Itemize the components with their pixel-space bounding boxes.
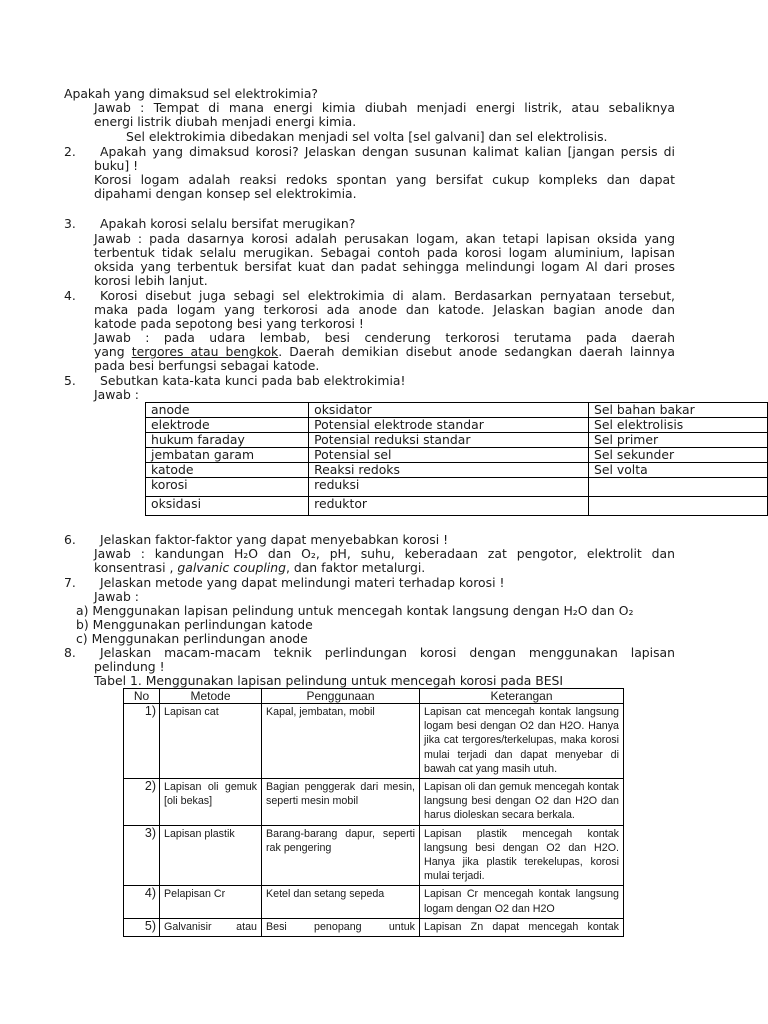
metode-cell: Lapisan oli gemuk [oli bekas] — [160, 779, 262, 826]
q3-answer-line-2: terbentuk tidak selalu merugikan. Sebagai contoh pada korosi logam aluminium, lapisan — [94, 245, 675, 260]
q2-question-line-2: buku] ! — [94, 158, 139, 173]
q2-answer-line-2: dipahami dengan konsep sel elektrokimia. — [94, 186, 357, 201]
q3-answer-line-3: oksida yang terbentuk bersifat kuat dan padat sehingga melindungi logam Al dari proses — [94, 259, 675, 274]
table-row — [124, 779, 624, 826]
penggunaan-cell: Kapal, jembatan, mobil — [262, 704, 420, 779]
q4-question-line-2: maka pada logam yang terkorosi ada anode dan katode. Jelaskan bagian anode dan — [94, 302, 675, 317]
q7-item-c: c) Menggunakan perlindungan anode — [76, 631, 308, 646]
q1-answer-line-1: Jawab : Tempat di mana energi kimia diubah menjadi energi listrik, atau sebaliknya — [94, 100, 675, 115]
q1-answer-line-2: energi listrik diubah menjadi energi kimia. — [94, 114, 357, 129]
q2-question-line-1: Apakah yang dimaksud korosi? Jelaskan dengan susunan kalimat kalian [jangan persis di — [100, 144, 675, 159]
q6-number: 6. — [64, 532, 76, 547]
keterangan-cell: Lapisan Cr mencegah kontak langsung logam dengan O2 dan H2O — [420, 886, 624, 918]
penggunaan-cell: Ketel dan setang sepeda — [262, 886, 420, 918]
penggunaan-cell: Barang-barang dapur, seperti rak pengering — [262, 825, 420, 886]
metode-cell: Lapisan cat — [160, 704, 262, 779]
keyword-cell: hukum faraday — [146, 433, 309, 448]
row-number: 2) — [124, 779, 160, 826]
q4-answer-line-1: Jawab : pada udara lembab, besi cenderung terkorosi terutama pada daerah — [94, 330, 675, 345]
table-row — [146, 463, 768, 478]
q4-number: 4. — [64, 288, 76, 303]
q7-question: Jelaskan metode yang dapat melindungi materi terhadap korosi ! — [100, 575, 505, 590]
keterangan-cell: Lapisan oli dan gemuk mencegah kontak langsung besi dengan O2 dan H2O dan harus dioleskan secara berkala. — [420, 779, 624, 826]
keterangan-cell: Lapisan plastik mencegah kontak langsung besi dengan O2 dan H2O. Hanya jika plastik terekelupas, korosi mulai terjadi. — [420, 825, 624, 886]
table-row — [124, 918, 624, 936]
keyword-cell: Sel volta — [589, 463, 768, 478]
protection-table — [123, 688, 624, 937]
q8-number: 8. — [64, 645, 76, 660]
q1-answer-line-3: Sel elektrokimia dibedakan menjadi sel volta [sel galvani] dan sel elektrolisis. — [126, 129, 608, 144]
keyword-cell: anode — [146, 403, 309, 418]
keyword-cell: Sel primer — [589, 433, 768, 448]
table-row — [146, 403, 768, 418]
keyword-cell: Potensial elektrode standar — [309, 418, 589, 433]
table-row — [146, 418, 768, 433]
q2-number: 2. — [64, 144, 76, 159]
keyword-cell: katode — [146, 463, 309, 478]
keyword-cell — [589, 497, 768, 516]
q7-answer-label: Jawab : — [94, 589, 139, 604]
table-row — [124, 886, 624, 918]
q8-question-line-1: Jelaskan macam-macam teknik perlindungan korosi dengan menggunakan lapisan — [100, 645, 675, 660]
q3-number: 3. — [64, 216, 76, 231]
metode-cell: Pelapisan Cr — [160, 886, 262, 918]
q6-question: Jelaskan faktor-faktor yang dapat menyebabkan korosi ! — [100, 532, 449, 547]
q4-answer-line-3: pada besi berfungsi sebagai katode. — [94, 358, 320, 373]
penggunaan-cell: Bagian penggerak dari mesin, seperti mesin mobil — [262, 779, 420, 826]
q3-question: Apakah korosi selalu bersifat merugikan? — [100, 216, 356, 231]
q2-answer-line-1: Korosi logam adalah reaksi redoks spontan yang bersifat cukup kompleks dan dapat — [94, 172, 675, 187]
keyword-cell: reduksi — [309, 478, 589, 497]
header-penggunaan: Penggunaan — [262, 689, 420, 704]
q3-answer-line-1: Jawab : pada dasarnya korosi adalah perusakan logam, akan tetapi lapisan oksida yang — [94, 231, 675, 246]
table-header-row — [124, 689, 624, 704]
table-row — [146, 433, 768, 448]
table-row — [146, 478, 768, 497]
table-row — [124, 704, 624, 779]
row-number: 5) — [124, 918, 160, 936]
keyword-cell: elektrode — [146, 418, 309, 433]
keyword-cell: Reaksi redoks — [309, 463, 589, 478]
q1-question: Apakah yang dimaksud sel elektrokimia? — [64, 86, 319, 101]
q5-number: 5. — [64, 373, 76, 388]
keyword-cell: oksidator — [309, 403, 589, 418]
table-row — [124, 825, 624, 886]
row-number: 1) — [124, 704, 160, 779]
keyword-cell: reduktor — [309, 497, 589, 516]
q8-question-line-2: pelindung ! — [94, 659, 165, 674]
metode-cell: Lapisan plastik — [160, 825, 262, 886]
table-row — [146, 497, 768, 516]
keywords-table — [145, 402, 768, 516]
keyword-cell — [589, 478, 768, 497]
table-caption: Tabel 1. Menggunakan lapisan pelindung untuk mencegah korosi pada BESI — [94, 673, 564, 688]
keterangan-cell: Lapisan Zn dapat mencegah kontak — [420, 918, 624, 936]
q5-question: Sebutkan kata-kata kunci pada bab elektrokimia! — [100, 373, 406, 388]
keyword-cell: Potensial sel — [309, 448, 589, 463]
q7-number: 7. — [64, 575, 76, 590]
italic-term: galvanic coupling — [177, 560, 286, 575]
q4-question-line-3: katode pada sepotong besi yang terkorosi ! — [94, 316, 364, 331]
keyword-cell: korosi — [146, 478, 309, 497]
q5-answer-label: Jawab : — [94, 387, 139, 402]
row-number: 4) — [124, 886, 160, 918]
keyword-cell: Potensial reduksi standar — [309, 433, 589, 448]
table-row — [146, 448, 768, 463]
q4-question-line-1: Korosi disebut juga sebagi sel elektrokimia di alam. Berdasarkan pernyataan tersebut, — [100, 288, 675, 303]
keyword-cell: oksidasi — [146, 497, 309, 516]
q7-item-b: b) Menggunakan perlindungan katode — [76, 617, 313, 632]
header-keterangan: Keterangan — [420, 689, 624, 704]
keyword-cell: Sel sekunder — [589, 448, 768, 463]
q3-answer-line-4: korosi lebih lanjut. — [94, 273, 208, 288]
q4-answer-line-2: yang tergores atau bengkok. Daerah demikian disebut anode sedangkan daerah lainnya — [94, 344, 675, 359]
metode-cell: Galvanisir atau — [160, 918, 262, 936]
row-number: 3) — [124, 825, 160, 886]
q6-answer-line-1: Jawab : kandungan H₂O dan O₂, pH, suhu, keberadaan zat pengotor, elektrolit dan — [94, 546, 675, 561]
q7-item-a: a) Menggunakan lapisan pelindung untuk mencegah kontak langsung dengan H₂O dan O₂ — [76, 603, 634, 618]
keyword-cell: Sel elektrolisis — [589, 418, 768, 433]
header-metode: Metode — [160, 689, 262, 704]
q6-answer-line-2: konsentrasi , galvanic coupling, dan faktor metalurgi. — [94, 560, 426, 575]
underlined-phrase: tergores atau bengkok — [131, 344, 279, 359]
keterangan-cell: Lapisan cat mencegah kontak langsung logam besi dengan O2 dan H2O. Hanya jika cat tergores/terkelupas, maka korosi mulai terjadi dan dapat menyebar di bawah cat yang masih utuh. — [420, 704, 624, 779]
keyword-cell: jembatan garam — [146, 448, 309, 463]
keyword-cell: Sel bahan bakar — [589, 403, 768, 418]
penggunaan-cell: Besi penopang untuk — [262, 918, 420, 936]
header-no: No — [124, 689, 160, 704]
